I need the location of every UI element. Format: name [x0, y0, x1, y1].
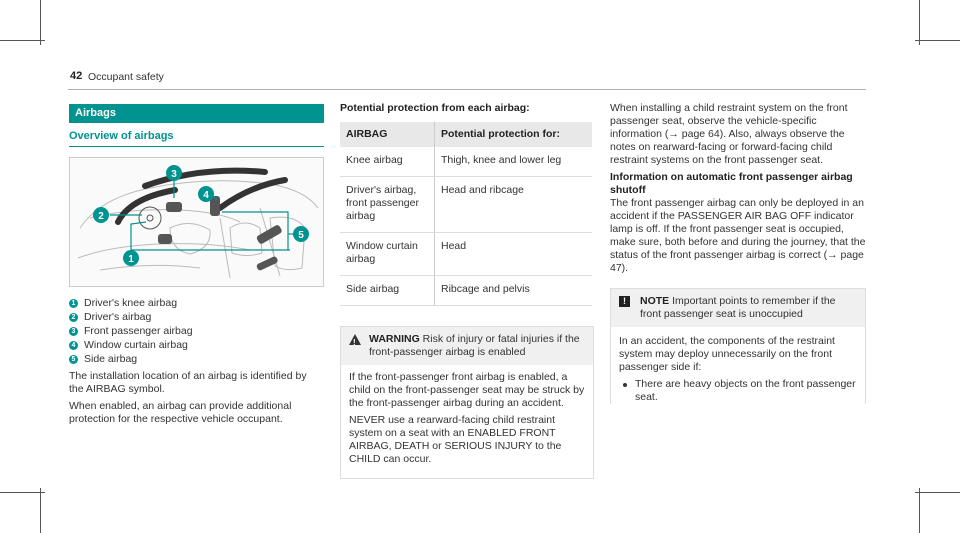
- legend-label: Driver's knee airbag: [84, 297, 178, 309]
- note-label: NOTE: [640, 295, 670, 307]
- subheading: Overview of airbags: [69, 130, 324, 147]
- table-cell: Head: [435, 233, 593, 276]
- bullet-icon: [623, 383, 627, 387]
- legend-number: 1: [69, 299, 78, 308]
- middle-column: [340, 102, 596, 479]
- warning-label: WARNING: [369, 333, 420, 345]
- callout-3: 3: [171, 169, 177, 180]
- warning-title: Risk of injury or fatal injuries if the front-passenger airbag is enabled: [369, 333, 580, 358]
- body-paragraph: The installation location of an airbag is identified by the AIRBAG symbol.: [69, 370, 307, 395]
- table-cell: Side airbag: [340, 276, 435, 306]
- table-cell: Ribcage and pelvis: [435, 276, 593, 306]
- table-cell: Thigh, knee and lower leg: [435, 147, 593, 177]
- callout-4: 4: [203, 190, 209, 201]
- table-cell: Driver's airbag, front passenger airbag: [340, 177, 435, 233]
- table-cell: Head and ribcage: [435, 177, 593, 233]
- warning-paragraph: NEVER use a rearward-facing child restraint system on a seat with an ENABLED FRONT AIRBAG, DEATH or SERIOUS INJURY to the CHILD can occur.: [349, 414, 562, 465]
- warning-header: [341, 327, 593, 365]
- note-title: Important points to remember if the front passenger seat is unoccupied: [640, 295, 836, 320]
- legend-item: [69, 325, 324, 338]
- warning-box: [340, 326, 594, 479]
- body-paragraph: The front passenger airbag can only be deployed in an accident if the PASSENGER AIR BAG OFF indicator lamp is off. If the front passenger seat is occupied, make sure, both before and during the journey, that the status of the front passenger airbag is correct (→ page 47).: [610, 197, 866, 274]
- right-column: [610, 102, 866, 404]
- table-heading: Potential protection from each airbag:: [340, 102, 530, 114]
- table-cell: Knee airbag: [340, 147, 435, 177]
- page-number: 42: [70, 70, 83, 82]
- airbag-legend: [69, 297, 324, 366]
- header-divider: [68, 89, 866, 90]
- body-paragraph: When installing a child restraint system on the front passenger seat, observe the vehicle-specific information (→ page 64). Also, always observe the notes on rearward-facing or forward-facing child restraint systems on the front passenger seat.: [610, 102, 848, 166]
- callout-1: 1: [128, 254, 134, 265]
- airbag-diagram: [69, 157, 324, 287]
- table-row: [340, 147, 592, 177]
- column-header: AIRBAG: [340, 122, 435, 147]
- column-header: Potential protection for:: [435, 122, 593, 147]
- list-item: [619, 378, 857, 404]
- table-header-row: [340, 122, 592, 147]
- car-interior-illustration: [70, 158, 323, 286]
- left-column: [69, 104, 324, 426]
- warning-triangle-icon: !: [349, 334, 361, 345]
- table-row: [340, 276, 592, 306]
- table-row: [340, 233, 592, 276]
- crop-mark: [919, 0, 920, 45]
- legend-label: Window curtain airbag: [84, 339, 188, 351]
- callout-2: 2: [98, 211, 104, 222]
- body-paragraph: When enabled, an airbag can provide additional protection for the respective vehicle occupant.: [69, 400, 292, 425]
- crop-mark: [0, 40, 45, 41]
- note-body: [611, 327, 865, 404]
- crop-mark: [915, 40, 960, 41]
- legend-label: Front passenger airbag: [84, 325, 193, 337]
- crop-mark: [40, 488, 41, 533]
- legend-number: 5: [69, 355, 78, 364]
- callout-5: 5: [298, 230, 304, 241]
- legend-item: [69, 311, 324, 324]
- legend-label: Driver's airbag: [84, 311, 152, 323]
- list-item-text: There are heavy objects on the front passenger seat.: [635, 378, 856, 403]
- airbag-protection-table: [340, 122, 592, 306]
- crop-mark: [0, 492, 45, 493]
- crop-mark: [40, 0, 41, 45]
- note-header: [611, 289, 865, 327]
- crop-mark: [919, 488, 920, 533]
- legend-number: 3: [69, 327, 78, 336]
- note-paragraph: In an accident, the components of the restraint system may deploy unnecessarily on the front passenger side if:: [619, 335, 835, 373]
- crop-mark: [915, 492, 960, 493]
- legend-number: 2: [69, 313, 78, 322]
- note-exclamation-icon: !: [619, 296, 630, 307]
- legend-label: Side airbag: [84, 353, 138, 365]
- table-row: [340, 177, 592, 233]
- section-bar: Airbags: [69, 104, 324, 123]
- warning-paragraph: If the front-passenger front airbag is enabled, a child on the front-passenger seat may be struck by the front-passenger airbag during an accident.: [349, 371, 585, 409]
- legend-item: [69, 297, 324, 310]
- table-cell: Window curtain airbag: [340, 233, 435, 276]
- warning-body: [341, 365, 593, 478]
- legend-number: 4: [69, 341, 78, 350]
- running-header: Occupant safety: [88, 71, 164, 83]
- legend-item: [69, 353, 324, 366]
- legend-item: [69, 339, 324, 352]
- note-box: [610, 288, 866, 404]
- subheading: Information on automatic front passenger airbag shutoff: [610, 171, 853, 196]
